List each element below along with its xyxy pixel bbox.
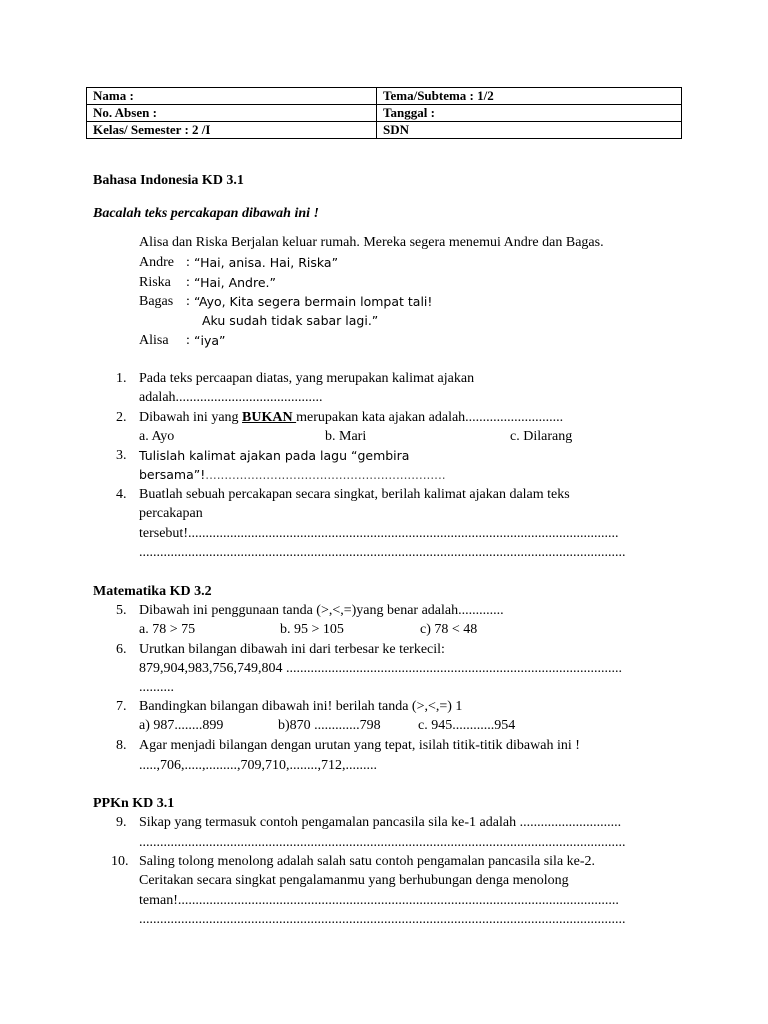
sdn-field: SDN: [377, 122, 682, 139]
option-b: b. Mari: [325, 429, 367, 444]
question-number: 5.: [116, 603, 127, 618]
answer-blank: adalah..........................................: [139, 390, 323, 405]
header-row: [87, 122, 682, 139]
answer-blank: tersebut!...........................................................................................................................: [139, 526, 619, 541]
dialog-speaker: Andre: [139, 255, 174, 270]
tema-field: Tema/Subtema : 1/2: [377, 88, 682, 105]
question-text: Sikap yang termasuk contoh pengamalan pancasila sila ke-1 adalah .............................: [139, 815, 622, 830]
option-a: a) 987........899: [139, 718, 224, 733]
dialog-separator: :: [186, 255, 190, 270]
question-number: 10.: [111, 854, 129, 869]
answer-blank: ..........: [139, 680, 174, 695]
header-row: [87, 88, 682, 105]
section-heading-bahasa: Bahasa Indonesia KD 3.1: [93, 173, 244, 188]
tanggal-field: Tanggal :: [377, 105, 682, 122]
question-text-part: Dibawah ini yang: [139, 410, 243, 425]
answer-blank: ...........................................................................................................................................: [139, 835, 626, 850]
option-c: c) 78 < 48: [420, 622, 478, 637]
question-text-part: merupakan kata ajakan adalah............................: [296, 410, 564, 425]
question-text: Pada teks percaapan diatas, yang merupakan kalimat ajakan: [139, 371, 475, 386]
dialog-speaker: Riska: [139, 275, 171, 290]
section-heading-matematika: Matematika KD 3.2: [93, 584, 212, 599]
header-row: [87, 105, 682, 122]
question-text: Saling tolong menolong adalah salah satu contoh pengamalan pancasila sila ke-2.: [139, 854, 596, 869]
question-number: 1.: [116, 371, 127, 386]
option-c: c. 945............954: [418, 718, 516, 733]
dialog-separator: :: [186, 294, 190, 309]
question-number: 8.: [116, 738, 127, 753]
question-number: 3.: [116, 448, 127, 463]
dialog-separator: :: [186, 333, 190, 348]
question-text: percakapan: [139, 506, 203, 521]
option-b: b)870 .............798: [278, 718, 381, 733]
question-text: Tulislah kalimat ajakan pada lagu “gembira: [139, 448, 410, 463]
answer-blank: ...............................................................: [205, 468, 446, 482]
option-c: c. Dilarang: [510, 429, 573, 444]
question-text: Dibawah ini penggunaan tanda (>,<,=)yang benar adalah.............: [139, 603, 504, 618]
answer-blank: ...........................................................................................................................................: [139, 912, 626, 927]
question-number: 7.: [116, 699, 127, 714]
question-number: 4.: [116, 487, 127, 502]
option-a: a. Ayo: [139, 429, 175, 444]
question-number: 9.: [116, 815, 127, 830]
emphasis-bukan: BUKAN: [242, 410, 297, 425]
instruction-text: Bacalah teks percakapan dibawah ini !: [93, 206, 319, 221]
nama-field: Nama :: [87, 88, 377, 105]
dialog-line: “Ayo, Kita segera bermain lompat tali!: [194, 294, 433, 309]
option-b: b. 95 > 105: [280, 622, 344, 637]
section-heading-ppkn: PPKn KD 3.1: [93, 796, 175, 811]
absen-field: No. Absen :: [87, 105, 377, 122]
question-text: [139, 466, 446, 484]
option-a: a. 78 > 75: [139, 622, 196, 637]
header-table: [86, 87, 682, 139]
dialog-line: “Hai, anisa. Hai, Riska”: [194, 255, 339, 270]
dialog-speaker: Alisa: [139, 333, 169, 348]
kelas-field: Kelas/ Semester : 2 /I: [87, 122, 377, 139]
question-text: [139, 409, 563, 427]
answer-blank: .....,706,.....,.........,709,710,........,712,.........: [139, 758, 377, 773]
question-text: Buatlah sebuah percakapan secara singkat, berilah kalimat ajakan dalam teks: [139, 487, 570, 502]
dialog-separator: :: [186, 275, 190, 290]
dialog-speaker: Bagas: [139, 294, 174, 309]
dialog-intro: Alisa dan Riska Berjalan keluar rumah. Mereka segera menemui Andre dan Bagas.: [139, 235, 604, 250]
question-text: Agar menjadi bilangan dengan urutan yang tepat, isilah titik-titik dibawah ini !: [139, 738, 580, 753]
dialog-line: “Hai, Andre.”: [194, 275, 276, 290]
dialog-line: “iya”: [194, 333, 226, 348]
question-text: Ceritakan secara singkat pengalamanmu yang berhubungan denga menolong: [139, 873, 569, 888]
dialog-line: Aku sudah tidak sabar lagi.”: [202, 313, 379, 328]
question-text: Bandingkan bilangan dibawah ini! berilah tanda (>,<,=) 1: [139, 699, 463, 714]
question-number: 2.: [116, 410, 127, 425]
question-text-part: bersama”!: [139, 467, 206, 482]
question-text: 879,904,983,756,749,804 ................................................................................................: [139, 661, 622, 676]
question-text: Urutkan bilangan dibawah ini dari terbesar ke terkecil:: [139, 642, 445, 657]
answer-blank: teman!..............................................................................................................................: [139, 893, 619, 908]
question-number: 6.: [116, 642, 127, 657]
answer-blank: ...........................................................................................................................................: [139, 545, 626, 560]
